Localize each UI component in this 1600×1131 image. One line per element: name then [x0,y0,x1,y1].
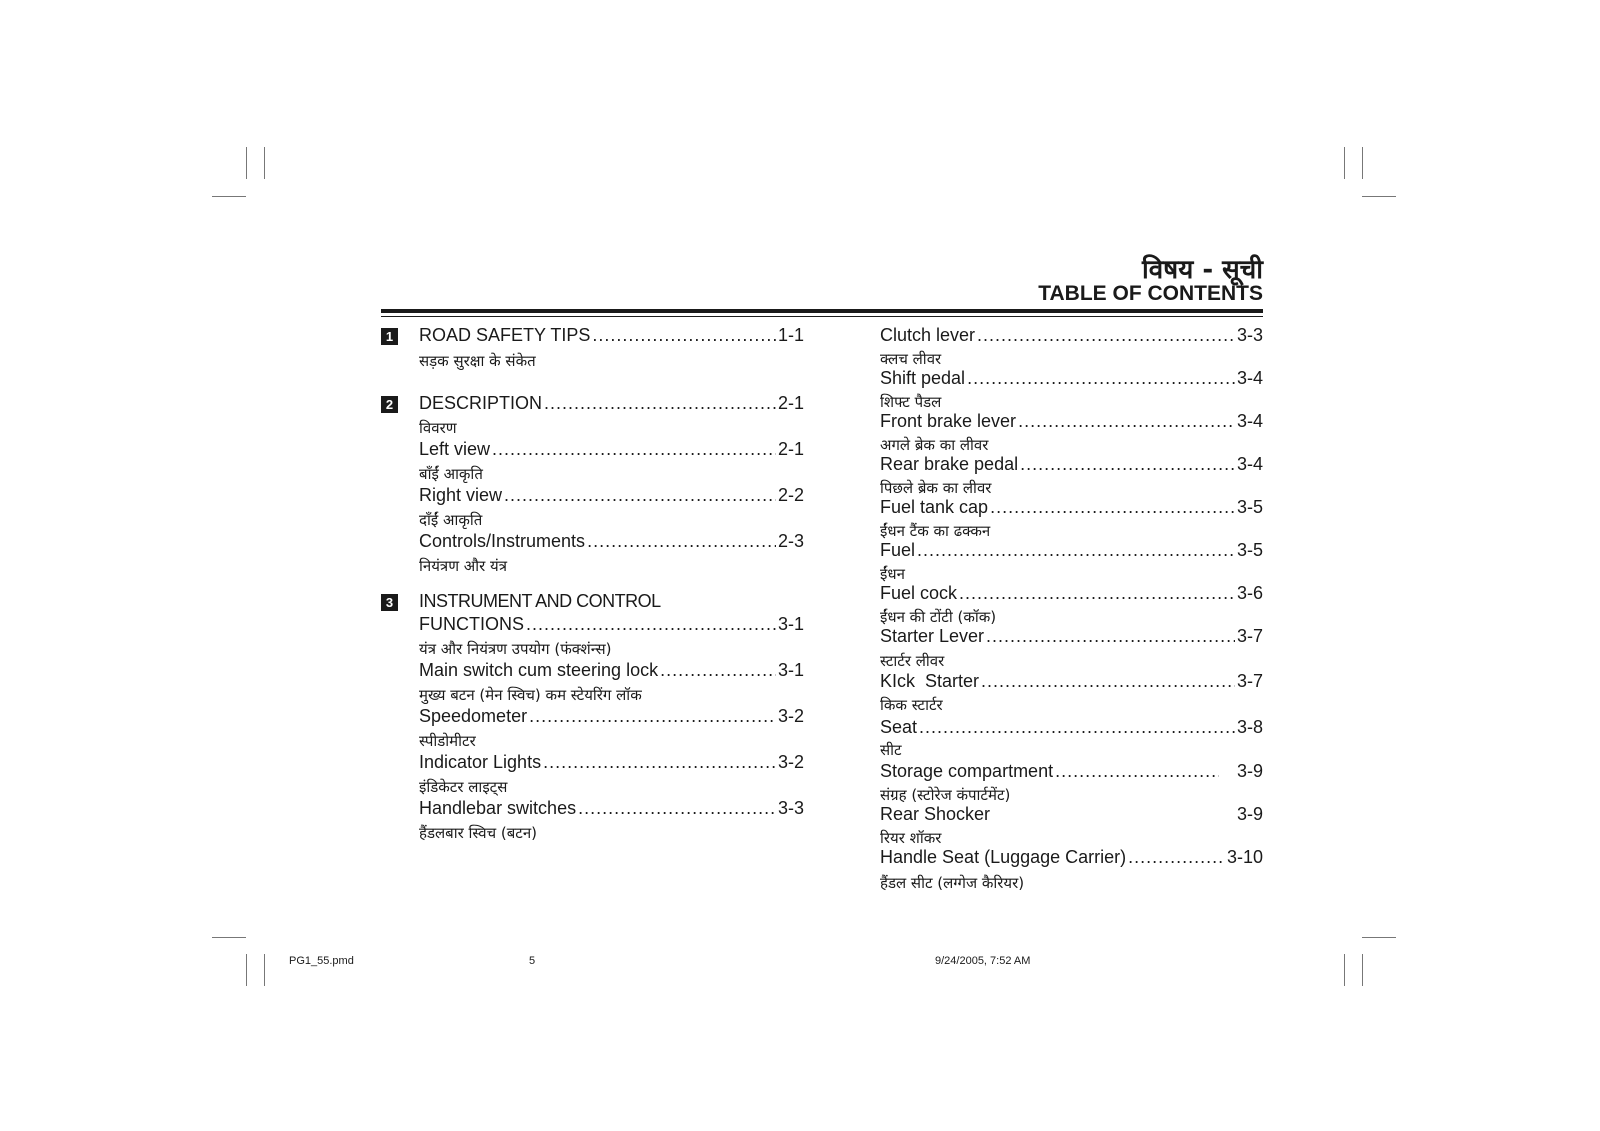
toc-entry-label: Rear Shocker [880,804,991,824]
toc-entry-page: 3-9 [1236,761,1263,781]
toc-entry-hindi: स्पीडोमीटर [419,732,476,750]
toc-entry-rear-brake-pedal[interactable] [880,454,1263,475]
toc-entry-label: ROAD SAFETY TIPS [419,325,591,345]
leader-dots [543,752,776,773]
toc-entry-hindi: यंत्र और नियंत्रण उपयोग (फंक्शंन्स) [419,640,612,658]
toc-entry-label: FUNCTIONS [419,614,524,634]
toc-entry-page: 3-3 [777,798,804,818]
leader-dots [578,798,776,819]
title-rule-thick [381,309,1263,313]
toc-entry-starter-lever[interactable] [880,626,1263,647]
leader-dots [1128,847,1225,868]
leader-dots [1055,761,1219,782]
toc-entry-label: Speedometer [419,706,528,726]
toc-entry-page: 3-10 [1226,847,1263,867]
toc-entry-page: 3-2 [777,706,804,726]
toc-entry-fuel-tank-cap[interactable] [880,497,1263,518]
toc-entry-hindi: स्टार्टर लीवर [880,652,945,670]
leader-dots [504,485,776,506]
leader-dots [587,531,776,552]
leader-dots [967,368,1235,389]
leader-dots [1018,411,1235,432]
leader-dots [592,325,776,346]
leader-dots [959,583,1235,604]
toc-entry-left-view[interactable] [419,439,804,460]
toc-entry-hindi: इंडिकेटर लाइट्स [419,778,508,796]
leader-dots [1020,454,1235,475]
leader-dots [990,497,1235,518]
toc-entry-instrument-control[interactable] [419,614,804,635]
toc-entry-hindi: हैंडलबार स्विच (बटन) [419,824,538,842]
toc-entry-label: Controls/Instruments [419,531,586,551]
section-number-badge: 3 [381,594,398,611]
toc-entry-hindi: ईंधन की टोंटी (कॉक) [880,608,997,626]
toc-entry-hindi: ईंधन टैंक का ढक्कन [880,522,991,540]
toc-entry-label: Seat [880,717,918,737]
toc-entry-label: Right view [419,485,503,505]
toc-entry-label: Fuel [880,540,916,560]
toc-entry-label: INSTRUMENT AND CONTROL [419,591,661,611]
toc-entry-fuel-cock[interactable] [880,583,1263,604]
toc-entry-page: 3-2 [777,752,804,772]
leader-dots [917,540,1235,561]
toc-entry-label: KIck Starter [880,671,980,691]
toc-entry-storage-compartment[interactable] [880,761,1263,782]
toc-entry-seat[interactable] [880,717,1263,738]
footer-timestamp: 9/24/2005, 7:52 AM [935,955,1031,967]
toc-entry-hindi: हैंडल सीट (लग्गेज कैरियर) [880,874,1025,892]
toc-entry-page: 3-5 [1236,540,1263,560]
toc-entry-controls-instruments[interactable] [419,531,804,552]
page-title: TABLE OF CONTENTS [1038,282,1263,305]
toc-entry-handlebar-switches[interactable] [419,798,804,819]
toc-entry-hindi: क्लच लीवर [880,350,942,368]
toc-entry-shift-pedal[interactable] [880,368,1263,389]
toc-entry-hindi: संग्रह (स्टोरेज कंपार्टमेंट) [880,786,1011,804]
toc-entry-label: Fuel cock [880,583,958,603]
toc-entry-indicator-lights[interactable] [419,752,804,773]
toc-entry-page: 2-3 [777,531,804,551]
toc-entry-page: 2-1 [777,439,804,459]
toc-entry-speedometer[interactable] [419,706,804,727]
toc-entry-label: Shift pedal [880,368,966,388]
leader-dots [544,393,776,414]
toc-entry-hindi: नियंत्रण और यंत्र [419,557,508,575]
toc-entry-page: 2-2 [777,485,804,505]
toc-entry-label: Left view [419,439,491,459]
toc-entry-hindi: बाँईं आकृति [419,465,483,483]
toc-entry-label: Clutch lever [880,325,976,345]
footer-filename: PG1_55.pmd [289,955,354,967]
hindi-page-title: विषय - सूची [1141,255,1263,285]
toc-entry-handle-seat[interactable] [880,847,1263,868]
toc-entry-page: 3-3 [1236,325,1263,345]
toc-entry-page: 3-9 [1236,804,1263,824]
section-number-badge: 2 [381,396,398,413]
leader-dots [492,439,776,460]
leader-dots [660,660,776,681]
toc-entry-hindi: पिछले ब्रेक का लीवर [880,479,992,497]
toc-entry-label: Handle Seat (Luggage Carrier) [880,847,1127,867]
toc-entry-hindi: सीट [880,741,902,759]
toc-entry-page: 3-4 [1236,454,1263,474]
toc-entry-fuel[interactable] [880,540,1263,561]
toc-entry-page: 1-1 [777,325,804,345]
toc-entry-label: DESCRIPTION [419,393,543,413]
toc-entry-hindi: शिफ्ट पैडल [880,393,942,411]
toc-entry-label: Handlebar switches [419,798,577,818]
title-rule-thin [381,316,1263,317]
toc-entry-label: Storage compartment [880,761,1054,781]
toc-entry-page: 2-1 [777,393,804,413]
toc-entry-main-switch[interactable] [419,660,804,681]
leader-dots [919,717,1235,738]
toc-entry-hindi: अगले ब्रेक का लीवर [880,436,989,454]
footer-page-number: 5 [529,955,536,967]
toc-entry-page: 3-1 [777,614,804,634]
toc-entry-description[interactable] [419,393,804,414]
toc-entry-page: 3-4 [1236,411,1263,431]
leader-dots [977,325,1235,346]
toc-entry-hindi: विवरण [419,419,457,437]
toc-entry-page: 3-8 [1236,717,1263,737]
toc-entry-right-view[interactable] [419,485,804,506]
leader-dots [529,706,776,727]
toc-entry-label: Front brake lever [880,411,1017,431]
toc-entry-clutch-lever[interactable] [880,325,1263,346]
toc-entry-hindi: ईंधन [880,565,905,583]
leader-dots [986,626,1235,647]
toc-entry-page: 3-7 [1236,671,1263,691]
toc-entry-page: 3-7 [1236,626,1263,646]
toc-entry-hindi: दाँईं आकृति [419,511,483,529]
leader-dots [981,671,1235,692]
toc-entry-hindi: सड़क सुरक्षा के संकेत [419,352,536,370]
toc-entry-label: Rear brake pedal [880,454,1019,474]
toc-entry-label: Starter Lever [880,626,985,646]
toc-entry-page: 3-6 [1236,583,1263,603]
toc-entry-label: Main switch cum steering lock [419,660,659,680]
toc-entry-hindi: रियर शॉकर [880,829,942,847]
section-number-badge: 1 [381,328,398,345]
toc-entry-page: 3-1 [777,660,804,680]
leader-dots [526,614,776,635]
toc-entry-page: 3-4 [1236,368,1263,388]
toc-entry-label: Indicator Lights [419,752,542,772]
toc-entry-hindi: मुख्य बटन (मेन स्विच) कम स्टेयरिंग लॉक [419,686,642,704]
toc-entry-page: 3-5 [1236,497,1263,517]
toc-entry-road-safety[interactable] [419,325,804,346]
toc-entry-kick-starter[interactable] [880,671,1263,692]
toc-entry-front-brake-lever[interactable] [880,411,1263,432]
toc-entry-rear-shocker[interactable] [880,804,1263,825]
toc-entry-title-line [419,591,804,612]
toc-entry-hindi: किक स्टार्टर [880,696,943,714]
toc-entry-label: Fuel tank cap [880,497,989,517]
